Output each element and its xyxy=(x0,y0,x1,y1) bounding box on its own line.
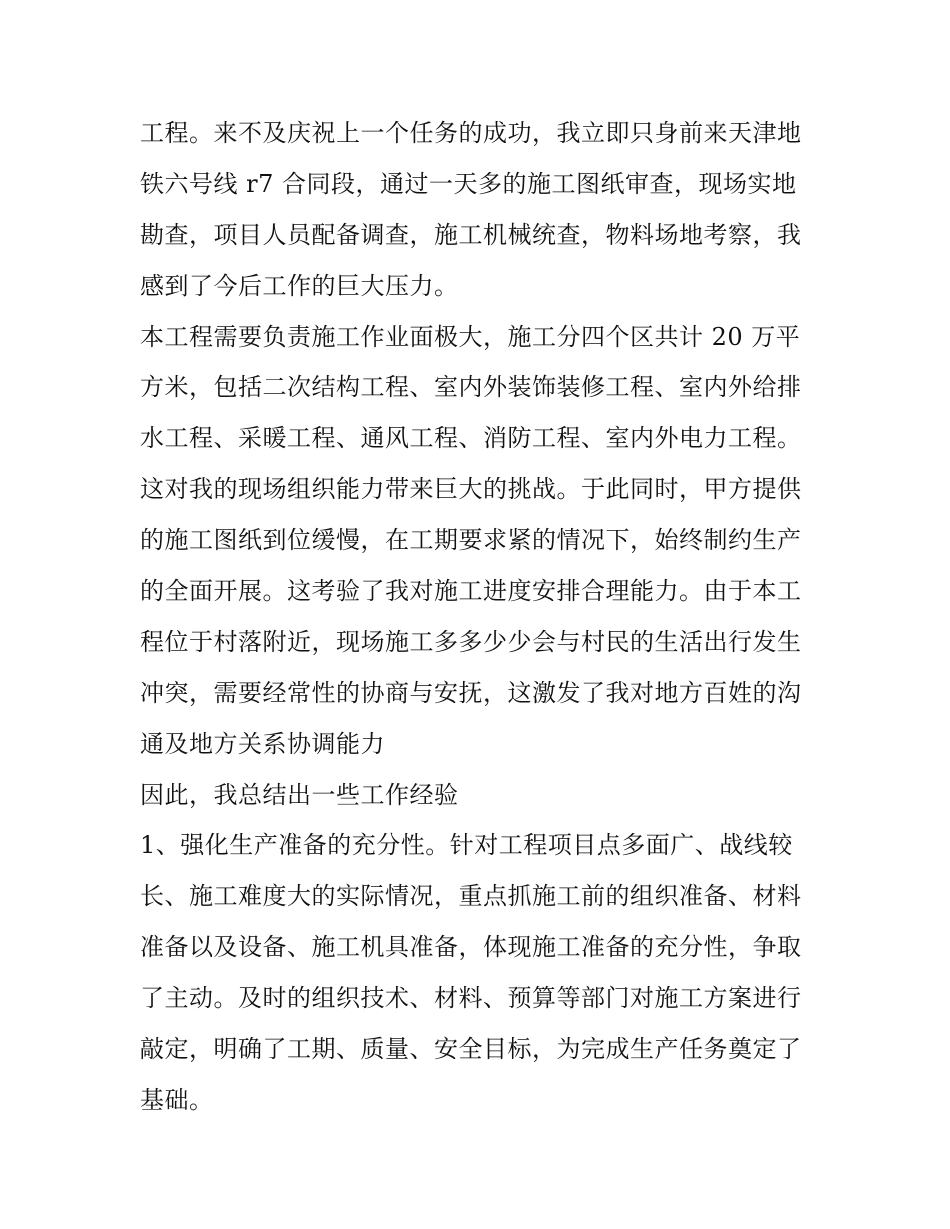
text-line: 的全面开展。这考验了我对施工进度安排合理能力。由于本工 xyxy=(140,577,802,606)
text-line: 工程。来不及庆祝上一个任务的成功，我立即只身前来天津地 xyxy=(140,119,802,147)
text-line: 基础。 xyxy=(140,1085,214,1114)
text-line: 敲定，明确了工期、质量、安全目标，为完成生产任务奠定了 xyxy=(140,1035,802,1064)
text-line: 勘查，项目人员配备调查，施工机械统查，物料场地考察，我 xyxy=(140,220,802,249)
text-line: 方米，包括二次结构工程、室内外装饰装修工程、室内外给排 xyxy=(140,373,802,402)
text-line: 通及地方关系协调能力 xyxy=(140,729,385,758)
text-line: 长、施工难度大的实际情况，重点抓施工前的组织准备、材料 xyxy=(140,882,802,911)
text-line: 准备以及设备、施工机具准备，体现施工准备的充分性，争取 xyxy=(140,933,802,962)
text-line: 因此，我总结出一些工作经验 xyxy=(140,780,459,809)
text-line: 了主动。及时的组织技术、材料、预算等部门对施工方案进行 xyxy=(140,984,802,1013)
text-line: 冲突，需要经常性的协商与安抚，这激发了我对地方百姓的沟 xyxy=(140,678,802,707)
text-line: 本工程需要负责施工作业面极大，施工分四个区共计 20 万平 xyxy=(140,322,801,351)
text-line: 感到了今后工作的巨大压力。 xyxy=(140,271,459,300)
text-line: 1、强化生产准备的充分性。针对工程项目点多面广、战线较 xyxy=(140,831,793,860)
text-line: 铁六号线 r7 合同段，通过一天多的施工图纸审查，现场实地 xyxy=(140,169,797,198)
text-line: 的施工图纸到位缓慢，在工期要求紧的情况下，始终制约生产 xyxy=(140,526,802,555)
text-line: 程位于村落附近，现场施工多多少少会与村民的生活出行发生 xyxy=(140,627,802,656)
document-body xyxy=(140,108,820,1126)
text-line: 水工程、采暖工程、通风工程、消防工程、室内外电力工程。 xyxy=(140,424,802,453)
text-line: 这对我的现场组织能力带来巨大的挑战。于此同时，甲方提供 xyxy=(140,475,802,504)
